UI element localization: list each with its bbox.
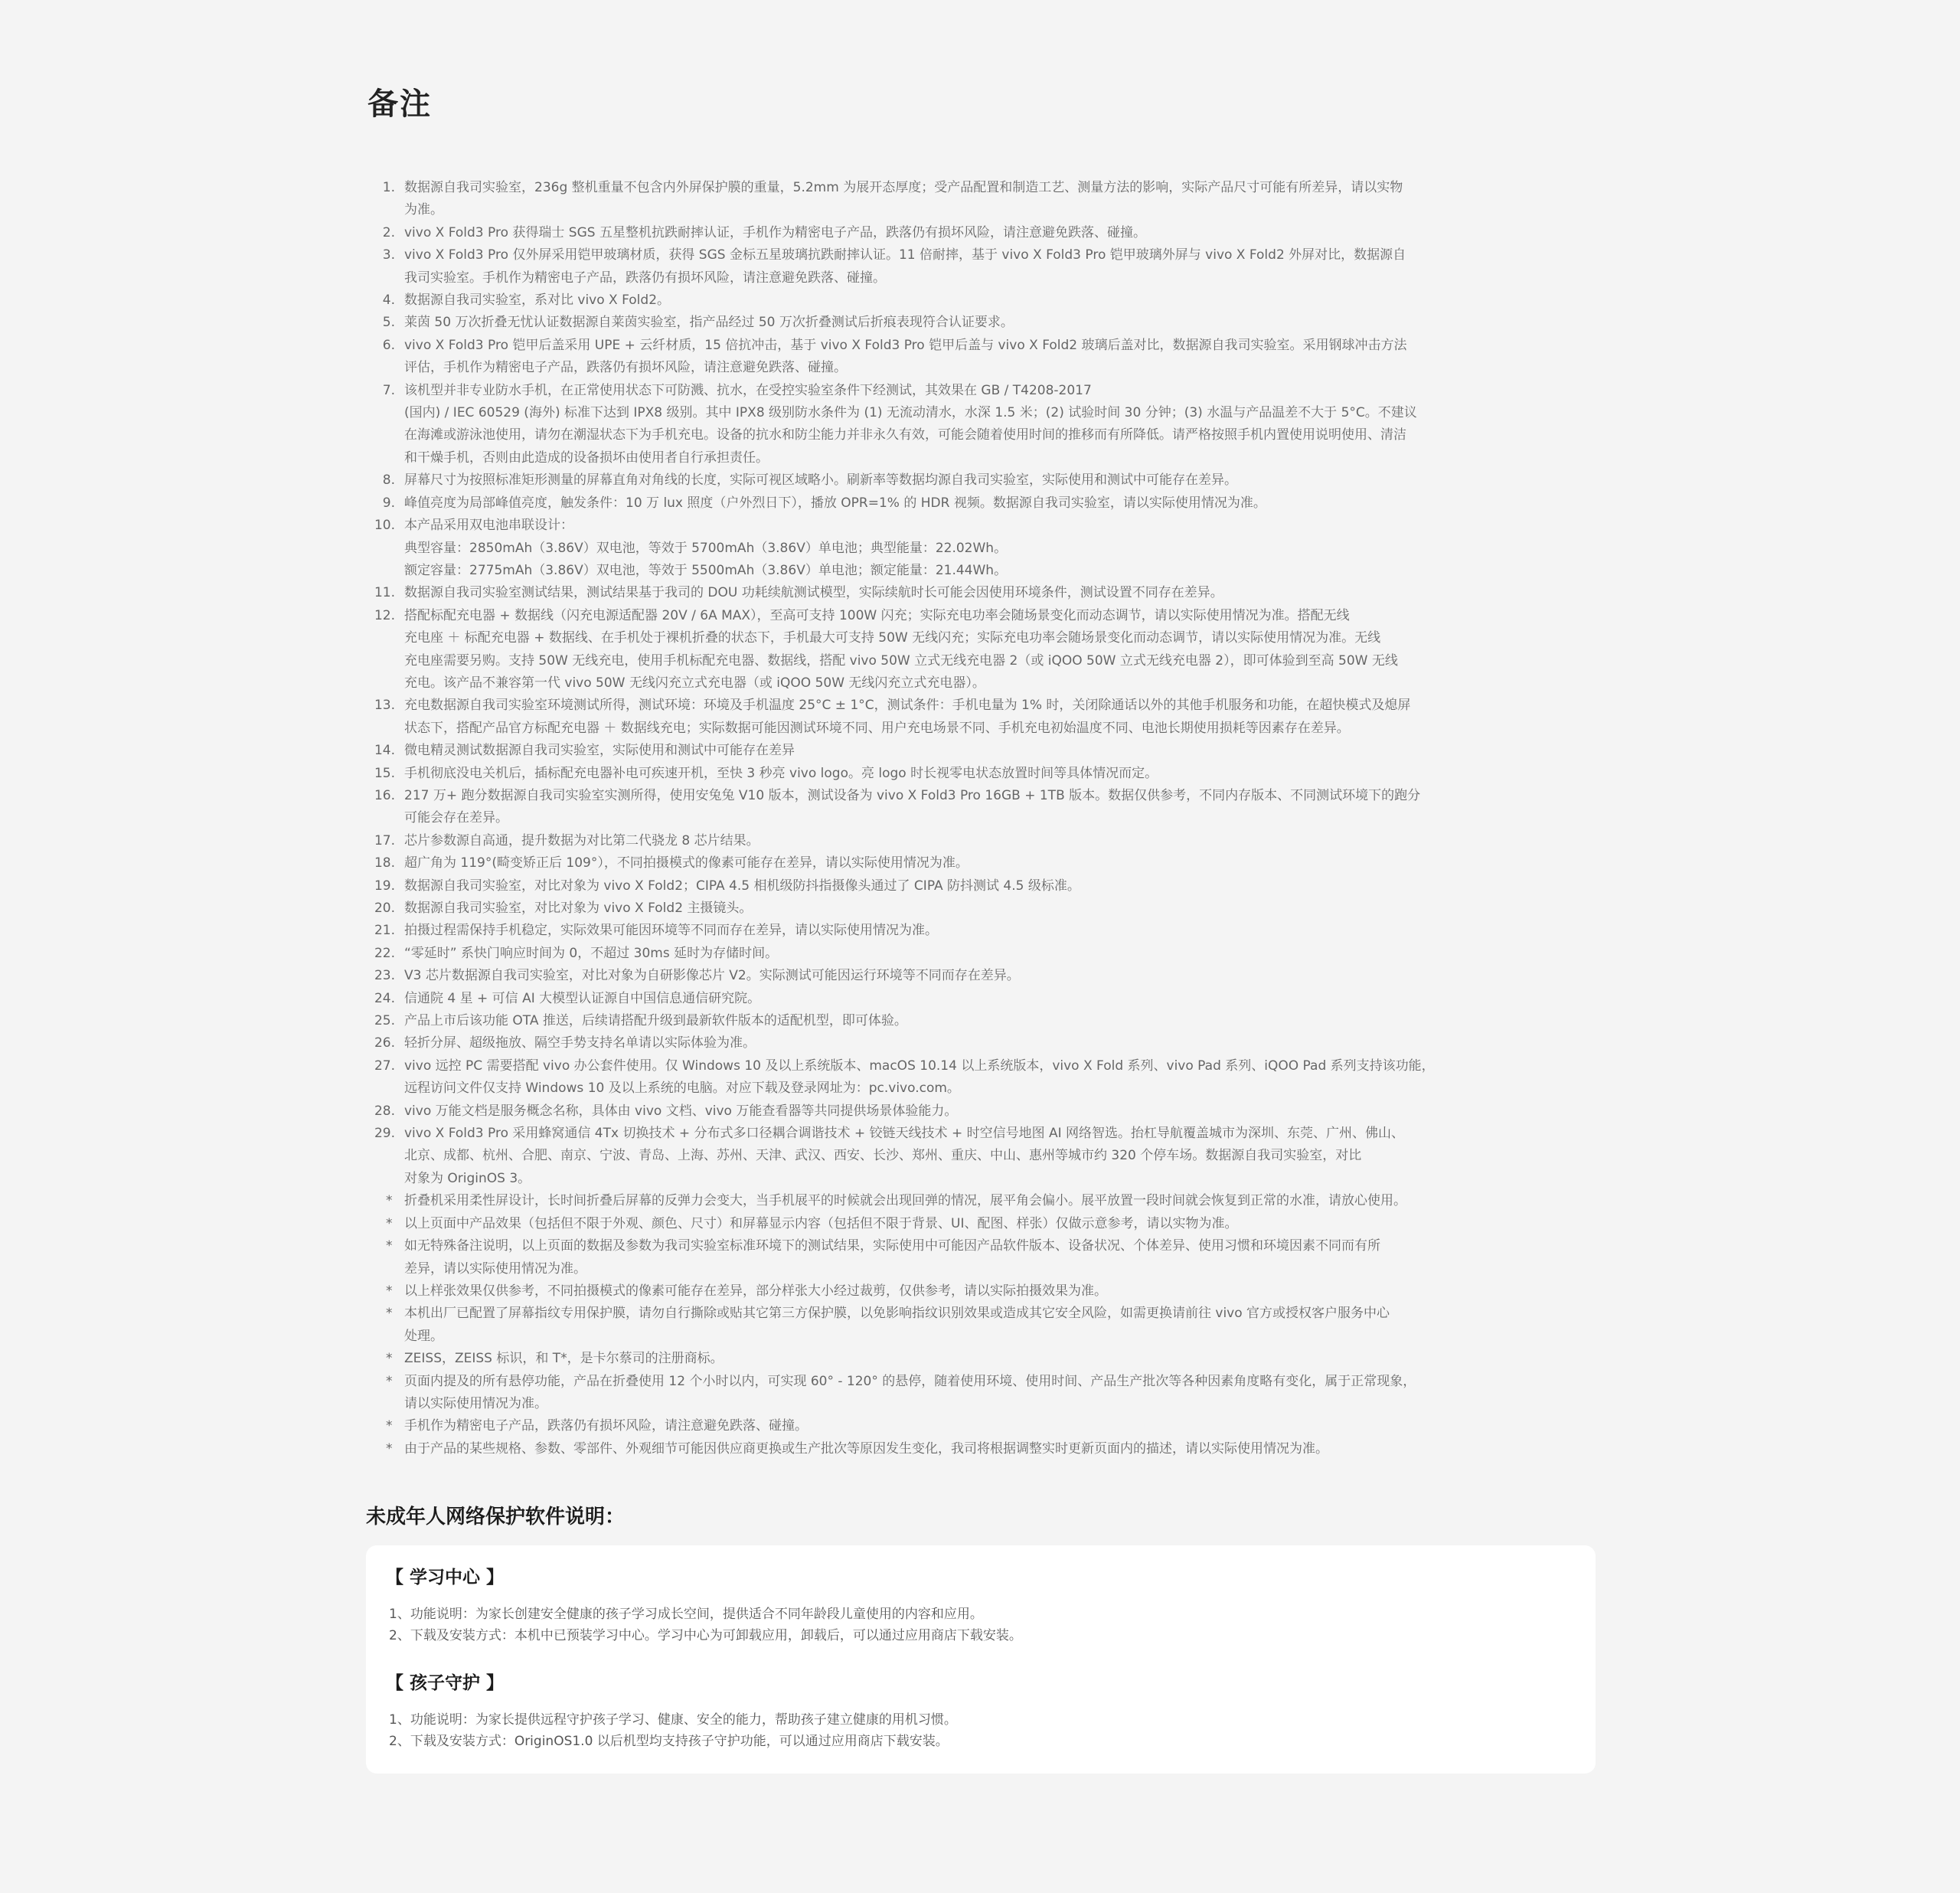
footnote-item (366, 897, 1596, 920)
footnote-text: 峰值亮度为局部峰值亮度，触发条件：10 万 lux 照度（户外烈日下），播放 OPR=1% 的 HDR 视频。数据源自我司实验室，请以实际使用情况为准。 (404, 495, 1266, 511)
footnote-text: 超广角为 119°(畸变矫正后 109°），不同拍摄模式的像素可能存在差异，请以实际使用情况为准。 (404, 855, 969, 871)
footnote-marker: * (386, 1215, 393, 1231)
footnote-marker: 27. (374, 1058, 395, 1074)
footnote-text: 产品上市后该功能 OTA 推送，后续请搭配升级到最新软件版本的适配机型，即可体验。 (404, 1013, 907, 1029)
footnote-marker: 11. (374, 585, 395, 601)
footnote-marker: 21. (374, 923, 395, 939)
footnote-marker: 12. (374, 607, 395, 623)
footnote-item (366, 1123, 1596, 1190)
footnote-asterisk-item (366, 1438, 1596, 1460)
footnote-asterisk-item (366, 1348, 1596, 1370)
footnote-marker: 1. (382, 180, 395, 195)
footnote-text: 如无特殊备注说明，以上页面的数据及参数为我司实验室标准环境下的测试结果，实际使用中可能因产品软件版本、设备状况、个体差异、使用习惯和环境因素不同而有所 差异，请以实际使用情况为准。 (404, 1238, 1380, 1277)
footnote-item (366, 312, 1596, 334)
footnote-marker: * (386, 1306, 393, 1322)
section-line: 2、下载及安装方式：本机中已预装学习中心。学习中心为可卸载应用，卸载后，可以通过应用商店下载安装。 (389, 1628, 1022, 1644)
section-line: 1、功能说明：为家长提供远程守护孩子学习、健康、安全的能力，帮助孩子建立健康的用机习惯。 (389, 1712, 957, 1728)
footnote-text: 数据源自我司实验室，236g 整机重量不包含内外屏保护膜的重量，5.2mm 为展开态厚度；受产品配置和制造工艺、测量方法的影响，实际产品尺寸可能有所差异，请以实物 为准。 (404, 180, 1403, 218)
footnote-item (366, 380, 1596, 470)
footnote-text: 手机彻底没电关机后，插标配充电器补电可疾速开机，至快 3 秒亮 vivo logo。亮 logo 时长视零电状态放置时间等具体情况而定。 (404, 765, 1158, 781)
footnote-marker: 28. (374, 1103, 395, 1119)
footnote-item (366, 852, 1596, 875)
footnote-marker: * (386, 1418, 393, 1434)
footnote-marker: 13. (374, 698, 395, 714)
footnote-marker: 29. (374, 1126, 395, 1142)
footnote-text: “零延时” 系快门响应时间为 0，不超过 30ms 延时为存储时间。 (404, 945, 779, 961)
footnote-item (366, 965, 1596, 987)
footnote-item (366, 289, 1596, 312)
footnote-asterisk-item (366, 1280, 1596, 1303)
footnote-text: 轻折分屏、超级拖放、隔空手势支持名单请以实际体验为准。 (404, 1035, 756, 1051)
footnote-marker: 9. (382, 495, 395, 511)
footnote-marker: 19. (374, 878, 395, 894)
footnote-text: 微电精灵测试数据源自我司实验室，实际使用和测试中可能存在差异 (404, 743, 795, 759)
footnote-item (366, 785, 1596, 830)
footnote-text: vivo X Fold3 Pro 获得瑞士 SGS 五星整机抗跌耐摔认证，手机作为精密电子产品，跌落仍有损坏风险，请注意避免跌落、碰撞。 (404, 224, 1146, 240)
footnote-asterisk-item (366, 1303, 1596, 1348)
footnote-marker: 2. (382, 224, 395, 240)
footnote-marker: 24. (374, 990, 395, 1006)
footnote-text: 217 万+ 跑分数据源自我司实验室实测所得，使用安兔兔 V10 版本，测试设备为 vivo X Fold3 Pro 16GB + 1TB 版本。数据仅供参考，不同内存版本、不同测试环境下的跑分 可能会存在差异。 (404, 787, 1421, 826)
footnote-item (366, 515, 1596, 582)
footnote-text: 以上页面中产品效果（包括但不限于外观、颜色、尺寸）和屏幕显示内容（包括但不限于背景、UI、配图、样张）仅做示意参考，请以实物为准。 (404, 1215, 1238, 1231)
footnote-marker: * (386, 1238, 393, 1254)
footnote-text: 数据源自我司实验室，对比对象为 vivo X Fold2 主摄镜头。 (404, 901, 753, 916)
footnote-text: 拍摄过程需保持手机稳定，实际效果可能因环境等不同而存在差异，请以实际使用情况为准。 (404, 923, 938, 939)
section-learning-center (386, 1565, 1570, 1646)
footnote-marker: 16. (374, 787, 395, 803)
footnote-marker: 14. (374, 743, 395, 759)
footnote-marker: 4. (382, 293, 395, 309)
footnote-item (366, 763, 1596, 785)
footnote-marker: 25. (374, 1013, 395, 1029)
footnote-item (366, 875, 1596, 897)
footnote-item (366, 943, 1596, 965)
footnote-text: 本产品采用双电池串联设计： 典型容量：2850mAh（3.86V）双电池，等效于 5700mAh（3.86V）单电池；典型能量：22.02Wh。 额定容量：2775mAh（3.86V）双电池，等效于 5500mAh（3.86V）单电池；额定能量：21.44Wh。 (404, 518, 1008, 578)
footnote-text: 屏幕尺寸为按照标准矩形测量的屏幕直角对角线的长度，实际可视区域略小。刷新率等数据均源自我司实验室，实际使用和测试中可能存在差异。 (404, 472, 1237, 489)
footnote-text: 数据源自我司实验室，对比对象为 vivo X Fold2；CIPA 4.5 相机级防抖指摄像头通过了 CIPA 防抖测试 4.5 级标准。 (404, 878, 1080, 894)
footnote-item (366, 222, 1596, 244)
footnote-marker: 22. (374, 945, 395, 961)
footnote-item (366, 469, 1596, 492)
footnote-marker: 17. (374, 832, 395, 848)
section-title: 【 学习中心 】 (386, 1568, 505, 1588)
footnote-text: 折叠机采用柔性屏设计，长时间折叠后屏幕的反弹力会变大，当手机展平的时候就会出现回弹的情况，展平角会偏小。展平放置一段时间就会恢复到正常的水准，请放心使用。 (404, 1193, 1406, 1209)
footnote-marker: 3. (382, 247, 395, 263)
footnote-text: 以上样张效果仅供参考，不同拍摄模式的像素可能存在差异，部分样张大小经过裁剪，仅供参考，请以实际拍摄效果为准。 (404, 1283, 1107, 1299)
footnote-marker: 26. (374, 1035, 395, 1051)
footnote-text: 页面内提及的所有悬停功能，产品在折叠使用 12 个小时以内，可实现 60° - 120° 的悬停，随着使用环境、使用时间、产品生产批次等各种因素角度略有变化，属于正常现象， 请以实际使用情况为准。 (404, 1373, 1416, 1411)
footnote-item (366, 1010, 1596, 1032)
footnote-text: vivo X Fold3 Pro 铠甲后盖采用 UPE + 云纤材质，15 倍抗冲击，基于 vivo X Fold3 Pro 铠甲后盖与 vivo X Fold2 玻璃后盖对比，数据源自我司实验室。采用钢球冲击方法 评估，手机作为精密电子产品，跌落仍有损坏风险，请注意避免跌落、碰撞。 (404, 337, 1407, 376)
footnote-text: vivo 万能文档是服务概念名称，具体由 vivo 文档、vivo 万能查看器等共同提供场景体验能力。 (404, 1103, 958, 1119)
footnote-marker: 23. (374, 968, 395, 984)
page-title: 备注 (368, 87, 432, 122)
footnote-text: 信通院 4 星 + 可信 AI 大模型认证源自中国信息通信研究院。 (404, 990, 761, 1006)
footnote-item (366, 1055, 1596, 1100)
footnote-item (366, 335, 1596, 380)
footnote-item (366, 582, 1596, 604)
footnote-marker: 6. (382, 337, 395, 353)
footnote-item (366, 830, 1596, 852)
footnote-text: 莱茵 50 万次折叠无忧认证数据源自莱茵实验室，指产品经过 50 万次折叠测试后折痕表现符合认证要求。 (404, 315, 1014, 331)
footnote-marker: 5. (382, 315, 395, 331)
section-child-guard (386, 1671, 1570, 1752)
footnote-text: 数据源自我司实验室测试结果，测试结果基于我司的 DOU 功耗续航测试模型，实际续航时长可能会因使用环境条件，测试设置不同存在差异。 (404, 585, 1223, 601)
notes-page (366, 86, 1596, 1774)
footnote-text: 由于产品的某些规格、参数、零部件、外观细节可能因供应商更换或生产批次等原因发生变化，我司将根据调整实时更新页面内的描述，请以实际使用情况为准。 (404, 1440, 1328, 1457)
footnote-text: ZEISS，ZEISS 标识，和 T*，是卡尔蔡司的注册商标。 (404, 1351, 724, 1367)
footnote-text: V3 芯片数据源自我司实验室，对比对象为自研影像芯片 V2。实际测试可能因运行环境等不同而存在差异。 (404, 968, 1020, 984)
footnote-asterisk-item (366, 1371, 1596, 1416)
footnote-marker: * (386, 1193, 393, 1209)
footnote-marker: * (386, 1351, 393, 1367)
footnote-marker: 8. (382, 472, 395, 489)
footnote-asterisk-item (366, 1415, 1596, 1437)
footnote-asterisk-item (366, 1213, 1596, 1235)
footnote-text: vivo 远控 PC 需要搭配 vivo 办公套件使用。仅 Windows 10 及以上系统版本、macOS 10.14 以上系统版本，vivo X Fold 系列、vivo Pad 系列、iQOO Pad 系列支持该功能， 远程访问文件仅支持 Windows 10 及以上系统的电脑。对应下载及登录网址为：pc.vivo.com。 (404, 1058, 1435, 1097)
footnote-item (366, 605, 1596, 695)
minor-protection-heading: 未成年人网络保护软件说明： (366, 1506, 626, 1529)
footnote-marker: * (386, 1373, 393, 1389)
footnote-marker: 18. (374, 855, 395, 871)
footnote-text: 充电数据源自我司实验室环境测试所得，测试环境：环境及手机温度 25°C ± 1°C，测试条件：手机电量为 1% 时，关闭除通话以外的其他手机服务和功能，在超快模式及熄屏 状态下，搭配产品官方标配充电器 ＋ 数据线充电；实际数据可能因测试环境不同、用户充电场景不同、手机充电初始温度不同、电池长期使用损耗等因素存在差异。 (404, 698, 1411, 736)
section-line: 2、下载及安装方式：OriginOS1.0 以后机型均支持孩子守护功能，可以通过应用商店下载安装。 (389, 1734, 949, 1750)
notes-list (366, 177, 1596, 1460)
footnote-asterisk-item (366, 1235, 1596, 1280)
footnote-item (366, 244, 1596, 289)
footnote-text: 芯片参数源自高通，提升数据为对比第二代骁龙 8 芯片结果。 (404, 832, 760, 848)
section-title: 【 孩子守护 】 (386, 1673, 505, 1694)
footnote-marker: 15. (374, 765, 395, 781)
footnote-item (366, 177, 1596, 222)
footnote-marker: 20. (374, 901, 395, 916)
footnote-text: vivo X Fold3 Pro 采用蜂窝通信 4Tx 切换技术 + 分布式多口径耦合调谐技术 + 铰链天线技术 + 时空信号地图 AI 网络智选。抬杠导航覆盖城市为深圳、东莞、广州、佛山、 北京、成都、杭州、合肥、南京、宁波、青岛、上海、苏州、天津、武汉、西安、长沙、郑州、重庆、中山、惠州等城市约 320 个停车场。数据源自我司实验室，对比 对象为 OriginOS 3。 (404, 1126, 1405, 1186)
footnote-text: 手机作为精密电子产品，跌落仍有损坏风险，请注意避免跌落、碰撞。 (404, 1418, 808, 1434)
footnote-marker: * (386, 1283, 393, 1299)
footnote-item (366, 920, 1596, 942)
section-line: 1、功能说明：为家长创建安全健康的孩子学习成长空间，提供适合不同年龄段儿童使用的内容和应用。 (389, 1607, 983, 1623)
minor-protection-card (366, 1545, 1596, 1774)
footnote-text: 本机出厂已配置了屏幕指纹专用保护膜，请勿自行撕除或贴其它第三方保护膜，以免影响指纹识别效果或造成其它安全风险，如需更换请前往 vivo 官方或授权客户服务中心 处理。 (404, 1306, 1390, 1344)
footnote-marker: * (386, 1440, 393, 1457)
footnote-marker: 10. (374, 518, 395, 534)
footnote-item (366, 492, 1596, 515)
footnote-item (366, 1032, 1596, 1054)
footnote-text: 数据源自我司实验室，系对比 vivo X Fold2。 (404, 293, 671, 309)
footnote-asterisk-item (366, 1190, 1596, 1212)
footnote-item (366, 1100, 1596, 1123)
footnote-text: 搭配标配充电器 + 数据线（闪充电源适配器 20V / 6A MAX），至高可支持 100W 闪充；实际充电功率会随场景变化而动态调节，请以实际使用情况为准。搭配无线 充电座 ＋ 标配充电器 + 数据线、在手机处于裸机折叠的状态下，手机最大可支持 50W 无线闪充；实际充电功率会随场景变化而动态调节，请以实际使用情况为准。无线 充电座需要另购。支持 50W 无线充电，使用手机标配充电器、数据线，搭配 vivo 50W 立式无线充电器 2（或 iQOO 50W 立式无线充电器 2），即可体验到至高 50W 无线 充电。该产品不兼容第一代 vivo 50W 无线闪充立式充电器（或 iQOO 50W 无线闪充立式充电器）。 (404, 607, 1398, 691)
footnote-marker: 7. (382, 382, 395, 398)
footnote-text: vivo X Fold3 Pro 仅外屏采用铠甲玻璃材质，获得 SGS 金标五星玻璃抗跌耐摔认证。11 倍耐摔，基于 vivo X Fold3 Pro 铠甲玻璃外屏与 vivo X Fold2 外屏对比，数据源自 我司实验室。手机作为精密电子产品，跌落仍有损坏风险，请注意避免跌落、碰撞。 (404, 247, 1406, 286)
footnote-text: 该机型并非专业防水手机，在正常使用状态下可防溅、抗水，在受控实验室条件下经测试，其效果在 GB / T4208-2017 (国内) / IEC 60529 (海外) 标准下达到 IPX8 级别。其中 IPX8 级别防水条件为 (1) 无流动清水，水深 1.5 米；(2) 试验时间 30 分钟；(3) 水温与产品温差不大于 5°C。不建议 在海滩或游泳池使用，请勿在潮湿状态下为手机充电。设备的抗水和防尘能力并非永久有效，可能会随着使用时间的推移而有所降低。请严格按照手机内置使用说明使用、清洁 和干燥手机，否则由此造成的设备损坏由使用者自行承担责任。 (404, 382, 1417, 466)
footnote-item (366, 695, 1596, 740)
footnote-item (366, 740, 1596, 762)
footnote-item (366, 988, 1596, 1010)
